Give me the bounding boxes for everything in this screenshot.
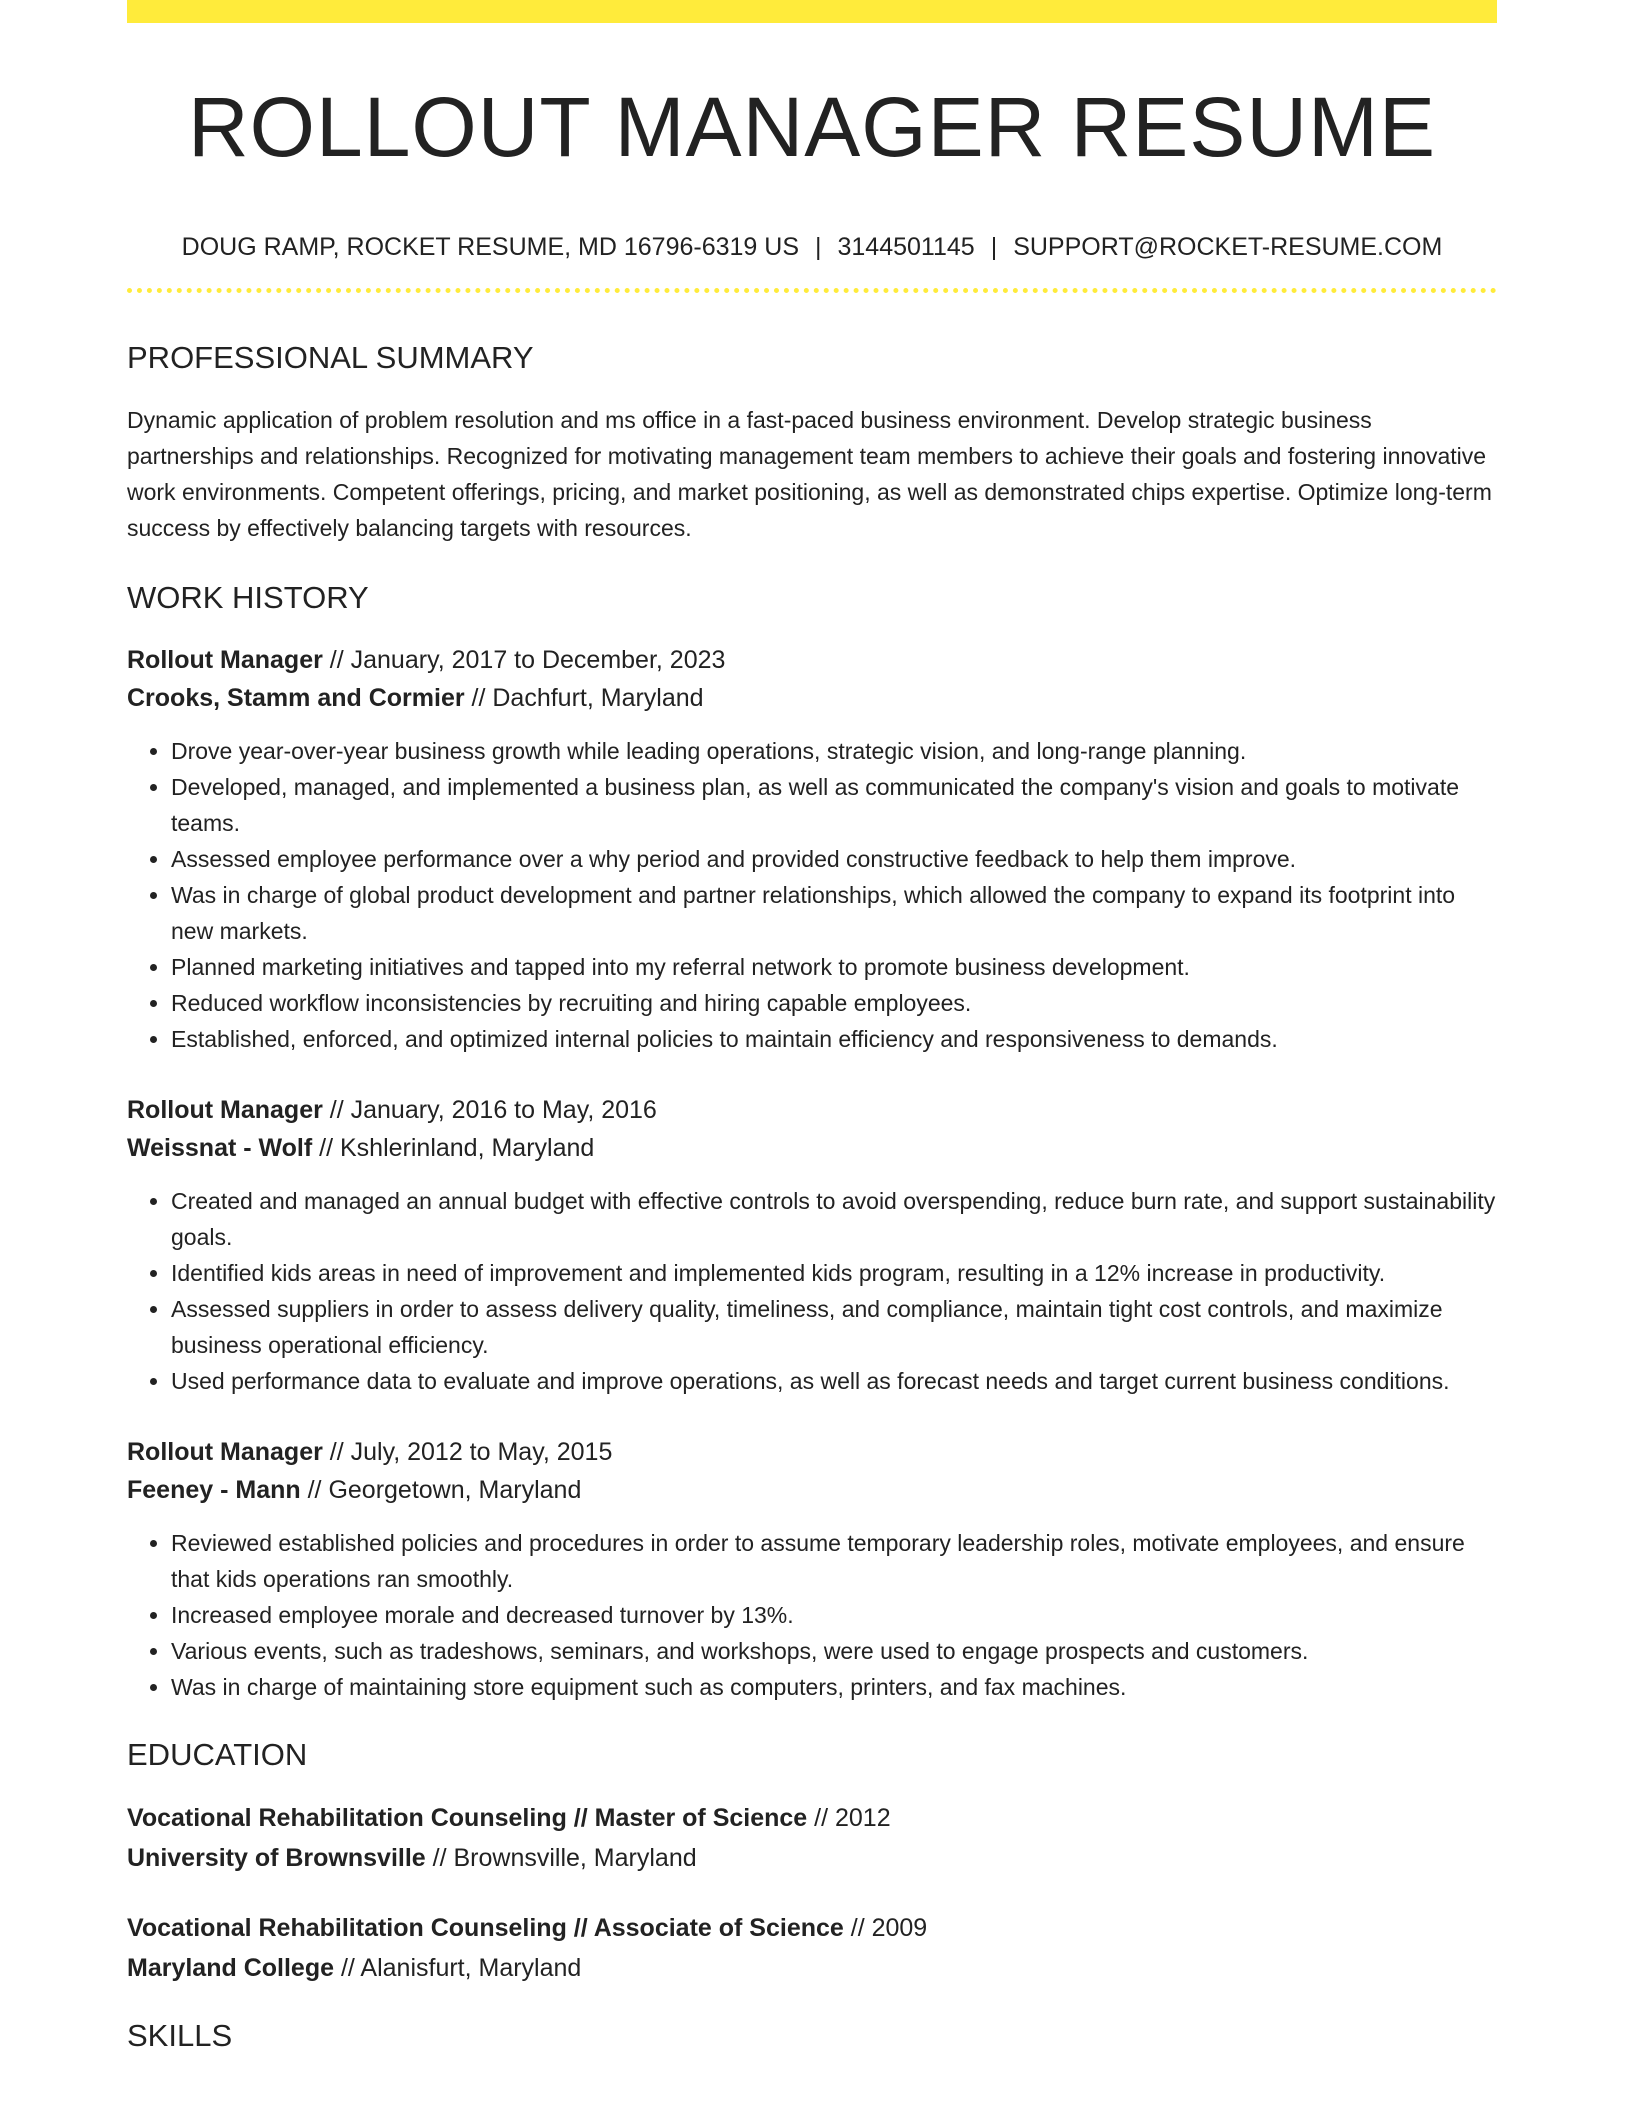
education-school: University of Brownsville xyxy=(127,1844,426,1872)
job-bullet: • Was in charge of maintaining store equipment such as computers, printers, and fax machines. xyxy=(171,1669,1497,1705)
education-location: // Alanisfurt, Maryland xyxy=(334,1954,582,1982)
job-title-line xyxy=(127,1433,1497,1471)
job-dates: // January, 2016 to May, 2016 xyxy=(322,1096,657,1124)
job-bullet: • Used performance data to evaluate and improve operations, as well as forecast needs and target current business conditions. xyxy=(171,1363,1497,1399)
contact-phone: 3144501145 xyxy=(837,233,975,261)
job-company-line xyxy=(127,679,1497,717)
education-degree: Vocational Rehabilitation Counseling // Associate of Science xyxy=(127,1914,844,1942)
job-company: Crooks, Stamm and Cormier xyxy=(127,684,465,712)
job-location: // Georgetown, Maryland xyxy=(300,1476,582,1504)
job-bullet: • Assessed employee performance over a why period and provided constructive feedback to help them improve. xyxy=(171,841,1497,877)
dotted-divider xyxy=(127,288,1497,293)
job-bullets xyxy=(127,1525,1497,1705)
education-year: // 2009 xyxy=(843,1914,928,1942)
job-entry xyxy=(127,641,1497,1057)
education-year: // 2012 xyxy=(807,1804,891,1832)
contact-separator: | xyxy=(815,233,822,261)
job-title-line xyxy=(127,641,1497,679)
job-company-line xyxy=(127,1129,1497,1167)
job-company-line xyxy=(127,1471,1497,1509)
job-bullet: • Reduced workflow inconsistencies by recruiting and hiring capable employees. xyxy=(171,985,1497,1021)
summary-heading: PROFESSIONAL SUMMARY xyxy=(127,340,534,375)
contact-email: SUPPORT@ROCKET-RESUME.COM xyxy=(1013,233,1443,261)
job-bullet: • Identified kids areas in need of improvement and implemented kids program, resulting in a 12% increase in productivity. xyxy=(171,1255,1497,1291)
contact-line xyxy=(127,235,1497,260)
skills-heading: SKILLS xyxy=(127,2018,233,2053)
job-location: // Dachfurt, Maryland xyxy=(464,684,704,712)
job-dates: // January, 2017 to December, 2023 xyxy=(322,646,726,674)
job-title: Rollout Manager xyxy=(127,646,323,674)
education-school-line xyxy=(127,1948,1497,1988)
education-entry xyxy=(127,1798,1497,1878)
job-title-line xyxy=(127,1091,1497,1129)
resume-page xyxy=(127,0,1497,2051)
job-company: Feeney - Mann xyxy=(127,1476,301,1504)
job-bullet: • Was in charge of global product development and partner relationships, which allowed the company to expand its footprint into new markets. xyxy=(171,877,1497,949)
job-bullet: • Assessed suppliers in order to assess delivery quality, timeliness, and compliance, maintain tight cost controls, and maximize business operational efficiency. xyxy=(171,1291,1497,1363)
job-bullets xyxy=(127,1183,1497,1399)
job-bullet: • Increased employee morale and decreased turnover by 13%. xyxy=(171,1597,1497,1633)
job-company: Weissnat - Wolf xyxy=(127,1134,313,1162)
top-accent-bar xyxy=(127,0,1497,23)
education-school: Maryland College xyxy=(127,1954,334,1982)
job-bullets xyxy=(127,733,1497,1057)
education-school-line xyxy=(127,1838,1497,1878)
job-bullet: • Developed, managed, and implemented a business plan, as well as communicated the company's vision and goals to motivate teams. xyxy=(171,769,1497,841)
job-bullet: • Established, enforced, and optimized internal policies to maintain efficiency and responsiveness to demands. xyxy=(171,1021,1497,1057)
work-history-heading: WORK HISTORY xyxy=(127,580,369,615)
job-location: // Kshlerinland, Maryland xyxy=(312,1134,595,1162)
job-title: Rollout Manager xyxy=(127,1438,323,1466)
job-bullet: • Created and managed an annual budget with effective controls to avoid overspending, reduce burn rate, and support sustainability goals. xyxy=(171,1183,1497,1255)
summary-text: Dynamic application of problem resolution and ms office in a fast-paced business environment. Develop strategic business partnerships and relationships. Recognized for motivating management team members to achieve their goals and fostering innovative work environments. Competent offerings, pricing, and market positioning, as well as demonstrated chips expertise. Optimize long-term success by effectively balancing targets with resources. xyxy=(127,407,1492,541)
education-location: // Brownsville, Maryland xyxy=(425,1844,697,1872)
job-entry xyxy=(127,1433,1497,1705)
resume-title: ROLLOUT MANAGER RESUME xyxy=(188,80,1436,174)
education-degree-line xyxy=(127,1798,1497,1838)
education-degree-line xyxy=(127,1908,1497,1948)
job-bullet: • Drove year-over-year business growth while leading operations, strategic vision, and long-range planning. xyxy=(171,733,1497,769)
contact-separator: | xyxy=(990,233,998,261)
education-heading: EDUCATION xyxy=(127,1737,308,1772)
job-title: Rollout Manager xyxy=(127,1096,323,1124)
education-entry xyxy=(127,1908,1497,1988)
job-bullet: • Reviewed established policies and procedures in order to assume temporary leadership roles, motivate employees, and ensure that kids operations ran smoothly. xyxy=(171,1525,1497,1597)
job-dates: // July, 2012 to May, 2015 xyxy=(322,1438,613,1466)
education-degree: Vocational Rehabilitation Counseling // Master of Science xyxy=(127,1804,808,1832)
job-bullet: • Various events, such as tradeshows, seminars, and workshops, were used to engage prospects and customers. xyxy=(171,1633,1497,1669)
job-entry xyxy=(127,1091,1497,1399)
contact-address: DOUG RAMP, ROCKET RESUME, MD 16796-6319 US xyxy=(181,233,799,261)
job-bullet: • Planned marketing initiatives and tapped into my referral network to promote business development. xyxy=(171,949,1497,985)
